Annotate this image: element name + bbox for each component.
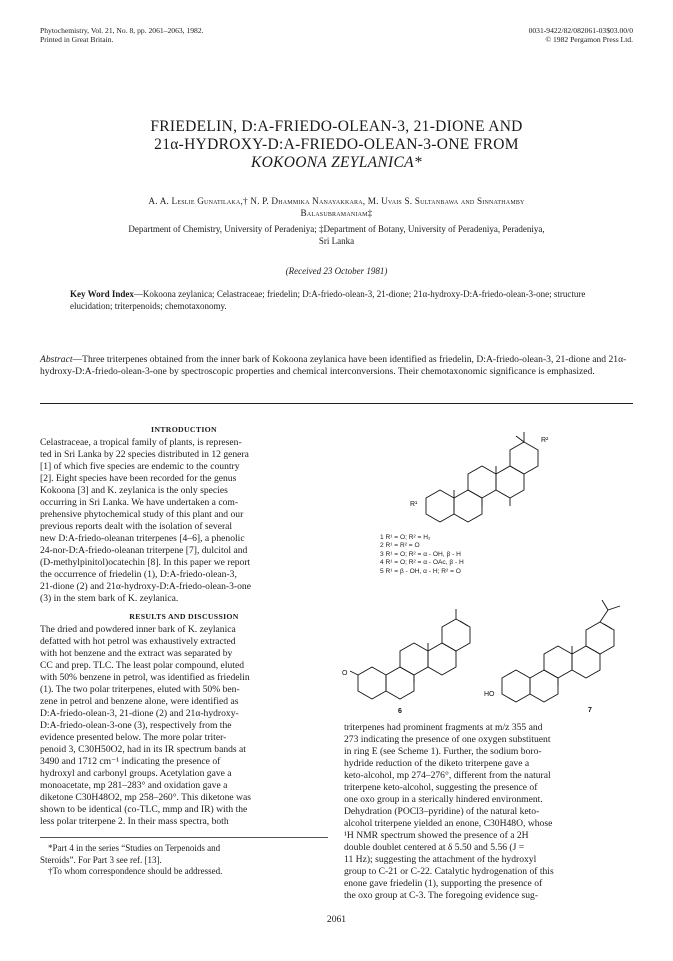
text-line: 11 Hz); suggesting the attachment of the hydroxyl xyxy=(344,854,537,865)
text-line: with 50% benzene in petrol, was identified as friedelin xyxy=(40,672,250,683)
keyword-label: Key Word Index xyxy=(70,289,134,299)
text-line: penoid 3, C30H50O2, had in its IR spectrum bands at xyxy=(40,744,246,755)
text-line: keto-alcohol, mp 274–276°, different from the natural xyxy=(344,770,551,781)
text-line: defatted with hot petrol was exhaustively extracted xyxy=(40,636,236,647)
text-line: alcohol triterpene yielded an enone, C30H48O, whose xyxy=(344,818,553,829)
author-line-2: Balasubramaniam‡ xyxy=(300,208,373,218)
hydroxyl-label: HO xyxy=(484,691,495,698)
text-line: Celastraceae, a tropical family of plants, is represen- xyxy=(40,437,242,448)
abstract-label: Abstract xyxy=(40,354,73,365)
text-line: ted in Sri Lanka by 22 species distributed in 12 genera xyxy=(40,449,249,460)
text-line: triterpenes had prominent fragments at m/z 355 and xyxy=(344,722,543,733)
text-line: hydride reduction of the diketo triterpene gave a xyxy=(344,758,530,769)
divider xyxy=(40,403,633,404)
compound-7-label: 7 xyxy=(588,707,592,714)
introduction-body xyxy=(40,437,328,605)
ring-skeleton xyxy=(426,432,538,522)
text-line: Dehydration (POCl3–pyridine) of the natural keto- xyxy=(344,806,540,817)
author-line-1: A. A. Leslie Gunatilaka,† N. P. Dhammika Nanayakkara, M. Uvais S. Sultanbawa and Sinnathamby xyxy=(148,196,525,206)
footnote-divider xyxy=(40,837,328,838)
triterpene-structure-6 xyxy=(340,585,490,715)
title-line-3: KOKOONA ZEYLANICA* xyxy=(251,154,422,171)
footnote-2: †To whom correspondence should be addressed. xyxy=(48,866,223,876)
text-line: monoacetate, mp 281–283° and oxidation gave a xyxy=(40,780,228,791)
text-line: D:A-friedo-olean-3, 21-dione (2) and 21α-hydroxy- xyxy=(40,708,239,719)
keyword-index xyxy=(70,289,610,312)
text-line: 3490 and 1712 cm⁻¹ indicating the presence of xyxy=(40,756,221,767)
issn-code: 0031-9422/82/082061-03$03.00/0 xyxy=(528,26,633,35)
affiliation-line-2: Sri Lanka xyxy=(318,235,355,246)
text-line: shown to be identical (co-TLC, mmp and IR) with the xyxy=(40,804,248,815)
text-line: zene in petrol and benzene alone, were identified as xyxy=(40,696,239,707)
text-line: in ring E (see Scheme 1). Further, the sodium boro- xyxy=(344,746,542,757)
text-line: [1] of which five species are endemic to the country xyxy=(40,461,240,472)
text-line: evidence presented below. The more polar triter- xyxy=(40,732,227,743)
legend-item: 2 R¹ = R² = O xyxy=(380,542,420,550)
text-line: previous reports dealt with the isolation of several xyxy=(40,521,233,532)
legend-item: 1 R¹ = O; R² = H₂ xyxy=(380,534,431,541)
received-date: (Received 23 October 1981) xyxy=(285,266,388,276)
text-line: CC and prep. TLC. The least polar compound, eluted xyxy=(40,660,245,671)
text-line: group to C-21 or C-22. Catalytic hydrogenation of this xyxy=(344,866,554,877)
affiliation xyxy=(40,224,633,247)
text-line: (D-methylpinitol)ocatechin [8]. In this paper we report xyxy=(40,557,251,568)
copyright-block xyxy=(529,26,633,44)
text-line: less polar triterpene 2. In their mass spectra, both xyxy=(40,816,229,827)
title-line-1: FRIEDELIN, D:A-FRIEDO-OLEAN-3, 21-DIONE AND xyxy=(150,118,523,135)
triterpene-structure-1-5 xyxy=(396,420,566,530)
text-line: (3) in the stem bark of K. zeylanica. xyxy=(40,593,179,604)
text-line: hydroxyl and carbonyl groups. Acetylation gave a xyxy=(40,768,232,779)
text-line: the occurrence of friedelin (1), D:A-friedo-olean-3, xyxy=(40,569,237,580)
text-line: prehensive phytochemical study of this plant and our xyxy=(40,509,244,520)
keyword-text: —Kokoona zeylanica; Celastraceae; friedelin; D:A-friedo-olean-3, 21-dione; 21α-hydroxy-D:A-friedo-olean-3-one; structure elucidation; triterpenoids; chemotaxonomy. xyxy=(70,289,586,311)
printed-line: Printed in Great Britain. xyxy=(40,35,114,44)
results-heading: RESULTS AND DISCUSSION xyxy=(129,612,239,621)
text-line: enone gave friedelin (1), supporting the presence of xyxy=(344,878,543,889)
r2-label: R² xyxy=(541,437,549,444)
results-body xyxy=(40,624,328,828)
text-line: diketone C30H48O2, mp 258–260°. This diketone was xyxy=(40,792,251,803)
copyright-line: © 1982 Pergamon Press Ltd. xyxy=(545,35,633,44)
footnote-1: *Part 4 in the series “Studies on Terpenoids and xyxy=(48,843,221,853)
text-line: one oxo group in a sterically hindered environment. xyxy=(344,794,543,805)
text-line: 273 indicating the presence of one oxygen substituent xyxy=(344,734,551,745)
abstract xyxy=(40,354,633,378)
compound-6-label: 6 xyxy=(398,708,402,715)
journal-line: Phytochemistry, Vol. 21, No. 8, pp. 2061–2063, 1982. xyxy=(40,26,204,35)
article-title xyxy=(0,118,673,172)
text-line: with hot benzene and the extract was separated by xyxy=(40,648,233,659)
legend-item: 4 R¹ = O; R² = α - OAc, β - H xyxy=(380,559,464,567)
right-column-body xyxy=(344,722,634,902)
legend-item: 5 R¹ = β - OH, α - H; R² = O xyxy=(380,567,461,575)
text-line: double doublet centered at δ 5.50 and 5.56 (J = xyxy=(344,842,525,853)
text-line: occurring in Sri Lanka. We have undertaken a com- xyxy=(40,497,239,508)
text-line: triterpene keto-alcohol, suggesting the presence of xyxy=(344,782,538,793)
text-line: ¹H NMR spectrum showed the presence of a 2H xyxy=(344,830,529,841)
footnote-1-cont: Steroids”. For Part 3 see ref. [13]. xyxy=(40,854,162,865)
abstract-text: —Three triterpenes obtained from the inner bark of Kokoona zeylanica have been identified as friedelin, D:A-friedo-olean-3, 21-dione and 21α-hydroxy-D:A-friedo-olean-3-one by spectroscopic properties and chemical interconversions. Their chemotaxonomic significance is emphasized. xyxy=(40,354,627,377)
text-line: new D:A-friedo-oleanan triterpenes [4–6], a phenolic xyxy=(40,533,245,544)
text-line: The dried and powdered inner bark of K. zeylanica xyxy=(40,624,236,635)
journal-citation xyxy=(40,26,204,44)
page-number: 2061 xyxy=(326,914,347,925)
footnotes xyxy=(40,843,328,878)
author-list xyxy=(40,195,633,219)
introduction-heading: INTRODUCTION xyxy=(151,425,217,434)
r1-label: R¹ xyxy=(410,501,418,508)
triterpene-structure-7 xyxy=(484,590,644,715)
ring-skeleton xyxy=(502,600,620,702)
text-line: (1). The two polar triterpenes, eluted with 50% ben- xyxy=(40,684,240,695)
affiliation-line-1: Department of Chemistry, University of Peradeniya; ‡Department of Botany, University of Peradeniya, Peradeniya, xyxy=(128,224,545,234)
title-line-2: 21α-HYDROXY-D:A-FRIEDO-OLEAN-3-ONE FROM xyxy=(154,136,519,153)
text-line: the oxo group at C-3. The foregoing evidence sug- xyxy=(344,890,539,901)
ring-skeleton xyxy=(350,609,470,699)
text-line: 21-dione (2) and 21α-hydroxy-D:A-friedo-olean-3-one xyxy=(40,581,251,592)
text-line: Kokoona [3] and K. zeylanica is the only species xyxy=(40,485,228,496)
text-line: 24-nor-D:A-friedo-oleanan triterpene [7], dulcitol and xyxy=(40,545,248,556)
text-line: D:A-friedo-olean-3-one (3), respectively from the xyxy=(40,720,232,731)
legend-item: 3 R¹ = O; R² = α - OH, β - H xyxy=(380,550,461,558)
oxo-label: O xyxy=(342,670,348,677)
text-line: [2]. Eight species have been recorded for the genus xyxy=(40,473,237,484)
compound-legend xyxy=(380,534,464,576)
